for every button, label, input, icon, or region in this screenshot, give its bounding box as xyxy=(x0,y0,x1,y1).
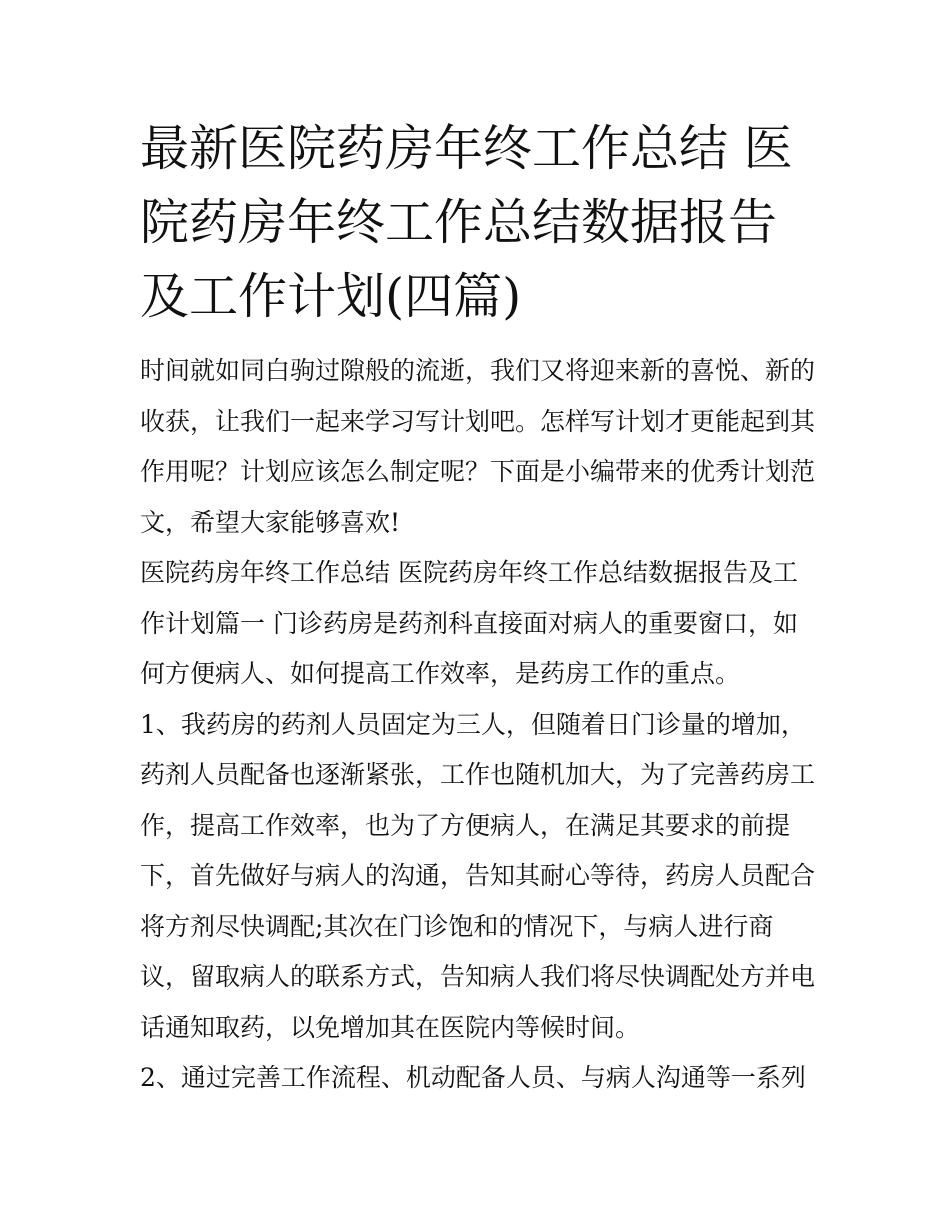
numbered-paragraph-2: 2、通过完善工作流程、机动配备人员、与病人沟通等一系列 xyxy=(140,1063,806,1092)
intro-paragraph: 时间就如同白驹过隙般的流逝，我们又将迎来新的喜悦、新的收获，让我们一起来学习写计划吧。怎样写计划才更能起到其作用呢？计划应该怎么制定呢？下面是小编带来的优秀计划范文，希望大家能够喜欢! xyxy=(140,356,816,537)
document-title: 最新医院药房年终工作总结 医院药房年终工作总结数据报告及工作计划(四篇) xyxy=(140,120,793,325)
section-intro-paragraph: 医院药房年终工作总结 医院药房年终工作总结数据报告及工作计划篇一 门诊药房是药剂科直接面对病人的重要窗口，如何方便病人、如何提高工作效率，是药房工作的重点。 xyxy=(140,558,798,688)
numbered-paragraph-1: 1、我药房的药剂人员固定为三人，但随着日门诊量的增加，药剂人员配备也逐渐紧张，工作也随机加大，为了完善药房工作，提高工作效率，也为了方便病人，在满足其要求的前提下，首先做好与病人的沟通，告知其耐心等待，药房人员配合将方剂尽快调配;其次在门诊饱和的情况下，与病人进行商议，留取病人的联系方式，告知病人我们将尽快调配处方并电话通知取药，以免增加其在医院内等候时间。 xyxy=(140,709,816,1042)
document-body xyxy=(140,112,816,1104)
